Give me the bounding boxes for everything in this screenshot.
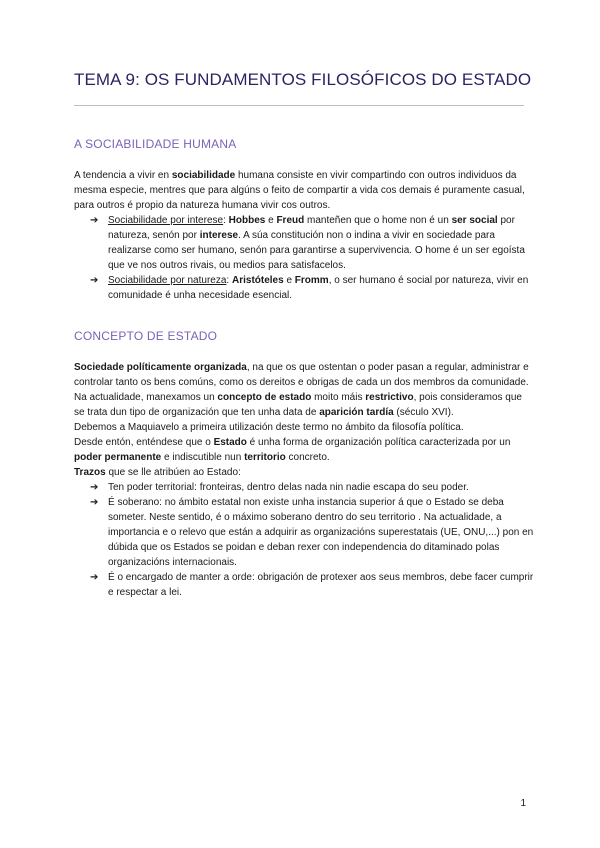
list-item: ➔ Ten poder territorial: fronteiras, dentro delas nada nin nadie escapa do seu poder. — [90, 482, 469, 493]
section-heading-sociabilidade: A SOCIABILIDADE HUMANA — [74, 137, 237, 151]
bullet-list — [74, 213, 534, 303]
list-item: ➔ Sociabilidade por natureza: Aristóteles e Fromm, o ser humano é social por natureza, vivir en comunidade é unha necesidade esencial. — [90, 275, 529, 301]
list-item: ➔ É o encargado de manter a orde: obrigación de protexer aos seus membros, debe facer cumprir e respectar a lei. — [90, 572, 534, 598]
arrow-bullet-icon: ➔ — [90, 572, 99, 583]
paragraph: Na actualidade, manexamos un concepto de estado moito máis restrictivo, pois consideramos que se trata dun tipo de organización que ten unha data de aparición tardía (século XVI). — [74, 392, 522, 418]
list-item: ➔ É soberano: no ámbito estatal non existe unha instancia superior á que o Estado se deba someter. Neste sentido, é o máximo soberano dentro do seu territorio . Na actualidade, a importancia e o relevo que están a adquirir as organizacións superestatais (UE, ONU,...) pon en dúbida que os Estados se poidan e deban rexer con independencia do ditaminado polas organizacións internacionais. — [90, 497, 534, 568]
list-item: ➔ Sociabilidade por interese: Hobbes e Freud manteñen que o home non é un ser social por natureza, senón por interese. A súa constitución non o indina a vivir en sociedade para realizarse como ser humano, senón para garantirse a supervivencia. O home é un ser egoísta que ve nos outros rivais, ou medios para satisfacelos. — [90, 215, 525, 271]
section-body-concepto — [74, 360, 534, 600]
page-title: TEMA 9: OS FUNDAMENTOS FILOSÓFICOS DO ESTADO — [74, 70, 532, 89]
paragraph: Trazos que se lle atribúen ao Estado: — [74, 467, 241, 478]
page-number: 1 — [520, 798, 526, 809]
paragraph: A tendencia a vivir en sociabilidade humana consiste en vivir compartindo con outros individuos da mesma especie, mentres que para algúns o feito de compartir a vida cos demais é puramente casual, para outros é propio da natureza humana vivir cos outros. — [74, 170, 525, 211]
arrow-bullet-icon: ➔ — [90, 497, 99, 508]
title-divider — [74, 105, 524, 106]
paragraph: Sociedade políticamente organizada, na que os que ostentan o poder pasan a regular, administrar e controlar tanto os bens comúns, como os dereitos e obrigas de cada un dos membros da comunidade. — [74, 362, 529, 388]
paragraph: Desde entón, enténdese que o Estado é unha forma de organización política caracterizada por un poder permanente e indiscutible nun territorio concreto. — [74, 437, 511, 463]
arrow-bullet-icon: ➔ — [90, 482, 99, 493]
bullet-list — [74, 480, 534, 600]
section-body-sociabilidade — [74, 168, 534, 303]
section-heading-concepto: CONCEPTO DE ESTADO — [74, 329, 218, 343]
arrow-bullet-icon: ➔ — [90, 275, 99, 286]
arrow-bullet-icon: ➔ — [90, 215, 99, 226]
paragraph: Debemos a Maquiavelo a primeira utilización deste termo no ámbito da filosofía política. — [74, 422, 464, 433]
